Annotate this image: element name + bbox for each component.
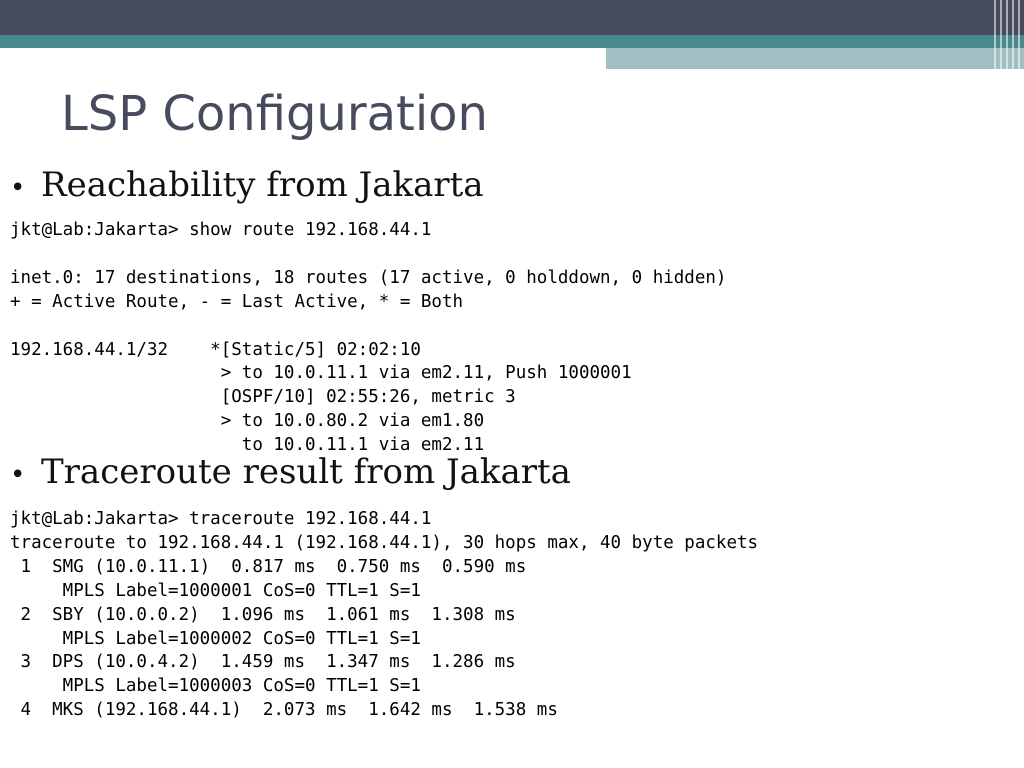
header-band-light xyxy=(606,48,1024,69)
route-line: > to 10.0.80.2 via em1.80 xyxy=(10,411,485,432)
route-line: 192.168.44.1/32 *[Static/5] 02:02:10 xyxy=(10,339,421,360)
traceroute-output-block xyxy=(10,508,758,723)
route-line: [OSPF/10] 02:55:26, metric 3 xyxy=(10,387,516,408)
route-line: inet.0: 17 destinations, 18 routes (17 active, 0 holddown, 0 hidden) xyxy=(10,267,727,288)
route-line: > to 10.0.11.1 via em2.11, Push 1000001 xyxy=(10,363,632,384)
traceroute-line: MPLS Label=1000003 CoS=0 TTL=1 S=1 xyxy=(10,676,421,697)
traceroute-line: 3 DPS (10.0.4.2) 1.459 ms 1.347 ms 1.286 ms xyxy=(10,652,516,673)
route-line: to 10.0.11.1 via em2.11 xyxy=(10,435,485,456)
traceroute-line: 2 SBY (10.0.0.2) 1.096 ms 1.061 ms 1.308 ms xyxy=(10,604,516,625)
bullet-reachability-text: Reachability from Jakarta xyxy=(41,165,484,205)
traceroute-line: MPLS Label=1000001 CoS=0 TTL=1 S=1 xyxy=(10,580,421,601)
traceroute-line: 4 MKS (192.168.44.1) 2.073 ms 1.642 ms 1.538 ms xyxy=(10,700,558,721)
bullet-traceroute-text: Traceroute result from Jakarta xyxy=(41,452,571,492)
bullet-dot-icon: • xyxy=(10,173,26,203)
route-line: jkt@Lab:Jakarta> show route 192.168.44.1 xyxy=(10,220,432,240)
header-band-teal xyxy=(0,35,1024,48)
route-line: + = Active Route, - = Last Active, * = Both xyxy=(10,291,464,312)
bullet-traceroute xyxy=(10,450,571,497)
traceroute-line: MPLS Label=1000002 CoS=0 TTL=1 S=1 xyxy=(10,628,421,649)
traceroute-line: traceroute to 192.168.44.1 (192.168.44.1), 30 hops max, 40 byte packets xyxy=(10,532,759,553)
traceroute-line: 1 SMG (10.0.11.1) 0.817 ms 0.750 ms 0.590 ms xyxy=(10,556,527,577)
route-output-block xyxy=(10,219,726,458)
bullet-dot-icon: • xyxy=(10,460,26,490)
traceroute-line: jkt@Lab:Jakarta> traceroute 192.168.44.1 xyxy=(10,509,432,529)
header-band-dark xyxy=(0,0,1024,35)
bullet-reachability xyxy=(10,163,484,210)
slide-title: LSP Configuration xyxy=(61,86,488,142)
header-stripes-decoration xyxy=(994,0,1024,69)
